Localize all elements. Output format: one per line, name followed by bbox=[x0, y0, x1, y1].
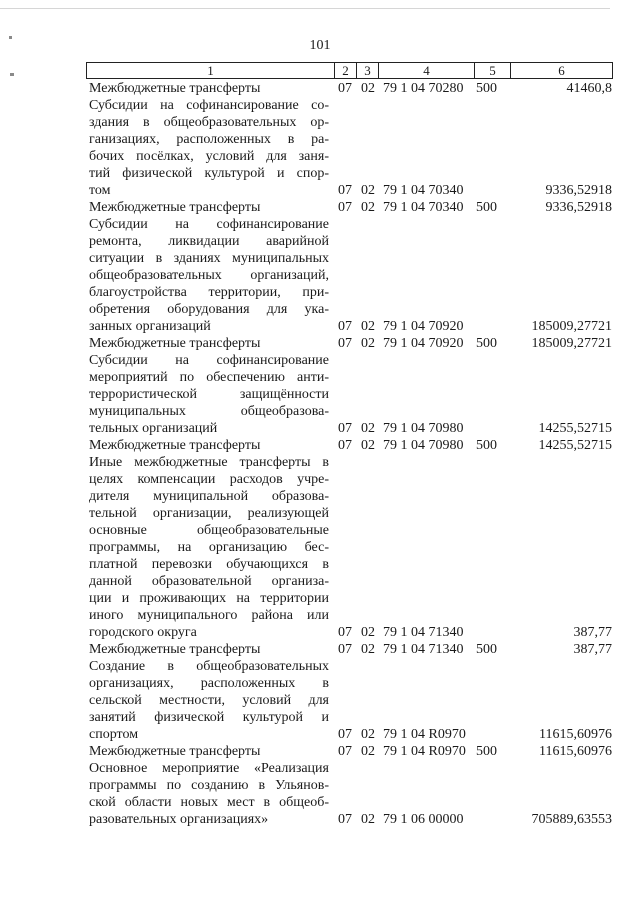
subsection-code: 02 bbox=[361, 744, 375, 759]
description-line: разовательных организациях» bbox=[89, 812, 269, 827]
target-article-code: 79 1 04 70280 bbox=[383, 81, 464, 96]
table-row bbox=[0, 760, 640, 828]
header-col-5: 5 bbox=[475, 63, 511, 78]
subsection-code: 02 bbox=[361, 200, 375, 215]
header-col-3: 3 bbox=[357, 63, 379, 78]
section-code: 07 bbox=[338, 812, 352, 827]
description-line: иного муниципального района или bbox=[89, 608, 329, 623]
table-row bbox=[0, 352, 640, 437]
description-line: ской области новых мест в общеоб- bbox=[89, 795, 329, 810]
description-line: Межбюджетные трансферты bbox=[89, 438, 261, 453]
expense-type-code: 500 bbox=[476, 81, 497, 96]
description-line: платной перевозки обучающихся в bbox=[89, 557, 329, 572]
budget-table-body bbox=[0, 80, 640, 828]
row-description bbox=[89, 216, 329, 335]
section-code: 07 bbox=[338, 625, 352, 640]
section-code: 07 bbox=[338, 336, 352, 351]
scan-line-top bbox=[0, 8, 610, 9]
subsection-code: 02 bbox=[361, 727, 375, 742]
description-line: дителя муниципальной образова- bbox=[89, 489, 329, 504]
description-line: Межбюджетные трансферты bbox=[89, 336, 261, 351]
section-code: 07 bbox=[338, 421, 352, 436]
expense-type-code: 500 bbox=[476, 438, 497, 453]
description-line: данной образовательной организа- bbox=[89, 574, 329, 589]
description-line: муниципальных общеобразова- bbox=[89, 404, 329, 419]
row-description bbox=[89, 454, 329, 641]
table-row bbox=[0, 97, 640, 199]
description-line: Межбюджетные трансферты bbox=[89, 744, 261, 759]
header-col-1: 1 bbox=[87, 63, 335, 78]
description-line: обретения оборудования для ука- bbox=[89, 302, 329, 317]
section-code: 07 bbox=[338, 319, 352, 334]
description-line: организациях, расположенных в bbox=[89, 676, 329, 691]
target-article-code: 79 1 04 70340 bbox=[383, 200, 464, 215]
subsection-code: 02 bbox=[361, 336, 375, 351]
target-article-code: 79 1 04 70980 bbox=[383, 438, 464, 453]
row-description bbox=[89, 760, 329, 828]
target-article-code: 79 1 04 71340 bbox=[383, 642, 464, 657]
description-line: бочих посёлках, условий для заня- bbox=[89, 149, 329, 164]
description-line: городского округа bbox=[89, 625, 197, 640]
target-article-code: 79 1 04 71340 bbox=[383, 625, 464, 640]
subsection-code: 02 bbox=[361, 81, 375, 96]
table-row bbox=[0, 658, 640, 743]
description-line: Субсидии на софинансирование bbox=[89, 217, 329, 232]
description-line: Межбюджетные трансферты bbox=[89, 642, 261, 657]
description-line: занных организаций bbox=[89, 319, 211, 334]
section-code: 07 bbox=[338, 642, 352, 657]
description-line: тий физической культурой и спор- bbox=[89, 166, 329, 181]
description-line: общеобразовательных организаций, bbox=[89, 268, 329, 283]
amount: 9336,52918 bbox=[545, 200, 612, 215]
description-line: здания в общеобразовательных ор- bbox=[89, 115, 329, 130]
description-line: программы по созданию в Ульянов- bbox=[89, 778, 329, 793]
expense-type-code: 500 bbox=[476, 744, 497, 759]
row-description bbox=[89, 335, 329, 352]
subsection-code: 02 bbox=[361, 183, 375, 198]
description-line: ремонта, ликвидации аварийной bbox=[89, 234, 329, 249]
description-line: Межбюджетные трансферты bbox=[89, 200, 261, 215]
target-article-code: 79 1 04 70920 bbox=[383, 319, 464, 334]
subsection-code: 02 bbox=[361, 421, 375, 436]
table-row bbox=[0, 437, 640, 454]
expense-type-code: 500 bbox=[476, 642, 497, 657]
amount: 14255,52715 bbox=[538, 438, 612, 453]
expense-type-code: 500 bbox=[476, 200, 497, 215]
row-description bbox=[89, 80, 329, 97]
row-description bbox=[89, 658, 329, 743]
table-row bbox=[0, 80, 640, 97]
page-number: 101 bbox=[309, 38, 331, 53]
description-line: тельной организации, реализующей bbox=[89, 506, 329, 521]
header-col-2: 2 bbox=[335, 63, 357, 78]
subsection-code: 02 bbox=[361, 319, 375, 334]
row-description bbox=[89, 97, 329, 199]
section-code: 07 bbox=[338, 727, 352, 742]
table-row bbox=[0, 641, 640, 658]
scan-mark-left-2 bbox=[10, 73, 14, 76]
description-line: целях компенсации расходов учре- bbox=[89, 472, 329, 487]
description-line: мероприятий по обеспечению анти- bbox=[89, 370, 329, 385]
description-line: благоустройства территории, при- bbox=[89, 285, 329, 300]
header-col-4: 4 bbox=[379, 63, 475, 78]
subsection-code: 02 bbox=[361, 438, 375, 453]
table-row bbox=[0, 743, 640, 760]
target-article-code: 79 1 04 70920 bbox=[383, 336, 464, 351]
description-line: Создание в общеобразовательных bbox=[89, 659, 329, 674]
section-code: 07 bbox=[338, 438, 352, 453]
target-article-code: 79 1 04 R0970 bbox=[383, 727, 466, 742]
amount: 9336,52918 bbox=[545, 183, 612, 198]
description-line: ганизациях, расположенных в ра- bbox=[89, 132, 329, 147]
amount: 11615,60976 bbox=[539, 744, 612, 759]
target-article-code: 79 1 06 00000 bbox=[383, 812, 464, 827]
row-description bbox=[89, 437, 329, 454]
subsection-code: 02 bbox=[361, 625, 375, 640]
description-line: спортом bbox=[89, 727, 139, 742]
table-row bbox=[0, 199, 640, 216]
description-line: основные общеобразовательные bbox=[89, 523, 329, 538]
subsection-code: 02 bbox=[361, 812, 375, 827]
section-code: 07 bbox=[338, 183, 352, 198]
target-article-code: 79 1 04 70980 bbox=[383, 421, 464, 436]
description-line: том bbox=[89, 183, 111, 198]
table-row bbox=[0, 454, 640, 641]
row-description bbox=[89, 743, 329, 760]
section-code: 07 bbox=[338, 81, 352, 96]
amount: 41460,8 bbox=[566, 81, 612, 96]
subsection-code: 02 bbox=[361, 642, 375, 657]
description-line: Субсидии на софинансирование bbox=[89, 353, 329, 368]
amount: 387,77 bbox=[573, 642, 612, 657]
description-line: Субсидии на софинансирование со- bbox=[89, 98, 329, 113]
description-line: занятий физической культурой и bbox=[89, 710, 329, 725]
amount: 185009,27721 bbox=[531, 319, 612, 334]
row-description bbox=[89, 641, 329, 658]
description-line: Межбюджетные трансферты bbox=[89, 81, 261, 96]
description-line: программы, на организацию бес- bbox=[89, 540, 329, 555]
expense-type-code: 500 bbox=[476, 336, 497, 351]
description-line: террористической защищённости bbox=[89, 387, 329, 402]
row-description bbox=[89, 199, 329, 216]
description-line: Иные межбюджетные трансферты в bbox=[89, 455, 329, 470]
section-code: 07 bbox=[338, 200, 352, 215]
amount: 185009,27721 bbox=[531, 336, 612, 351]
amount: 11615,60976 bbox=[539, 727, 612, 742]
header-col-6: 6 bbox=[558, 63, 565, 78]
description-line: ции и проживающих на территории bbox=[89, 591, 329, 606]
description-line: ситуации в зданиях муниципальных bbox=[89, 251, 329, 266]
section-code: 07 bbox=[338, 744, 352, 759]
table-row bbox=[0, 216, 640, 335]
amount: 705889,63553 bbox=[531, 812, 612, 827]
table-header bbox=[86, 62, 613, 79]
description-line: Основное мероприятие «Реализация bbox=[89, 761, 329, 776]
row-description bbox=[89, 352, 329, 437]
amount: 14255,52715 bbox=[538, 421, 612, 436]
description-line: тельных организаций bbox=[89, 421, 218, 436]
amount: 387,77 bbox=[573, 625, 612, 640]
target-article-code: 79 1 04 70340 bbox=[383, 183, 464, 198]
target-article-code: 79 1 04 R0970 bbox=[383, 744, 466, 759]
table-row bbox=[0, 335, 640, 352]
description-line: сельской местности, условий для bbox=[89, 693, 329, 708]
